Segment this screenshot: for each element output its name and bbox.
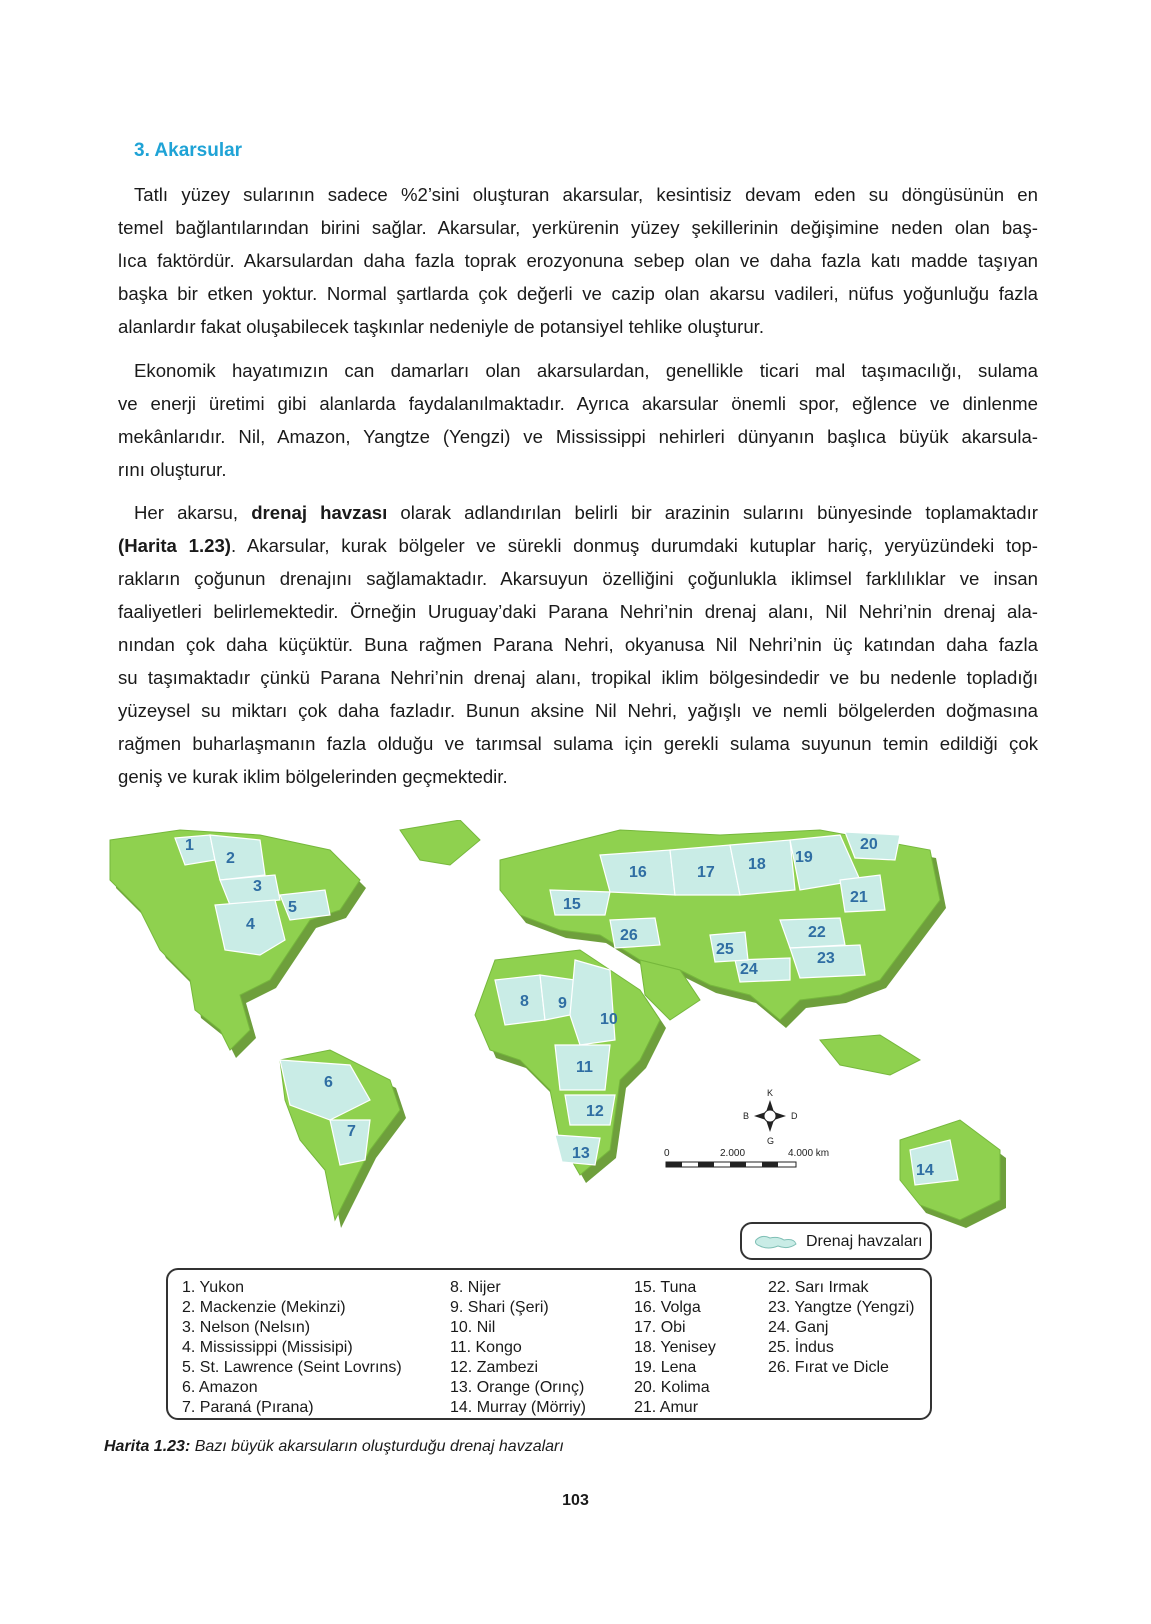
basin-number: 18 [748,856,766,873]
compass-west: B [743,1111,750,1121]
compass-east: D [791,1111,798,1121]
text-line: faaliyetleri belirlemektedir. Örneğin Uruguay’daki Parana Nehri’nin drenaj alanı, Nil Nehri’nin drenaj ala- [118,601,1038,622]
text-line: rını oluşturur. [118,459,227,480]
river-column-3 [634,1278,716,1418]
river-item: 22. Sarı Irmak [768,1279,869,1296]
river-item: 2. Mackenzie (Mekinzi) [182,1299,346,1316]
river-item: 26. Fırat ve Dicle [768,1359,889,1376]
text-line [118,496,1038,529]
text-line: su taşımaktadır çünkü Parana Nehri’nin drenaj alanı, tropikal iklim bölgesindedir ve bu nedenle topladığı [118,667,1038,688]
compass-north: K [767,1088,774,1098]
legend-label: Drenaj havzaları [806,1233,923,1250]
river-item: 6. Amazon [182,1379,258,1396]
map-legend [740,1222,932,1260]
text-line: temel bağlantılarından birini sağlar. Akarsular, yerkürenin yüzey şekillerinin değişimine neden olan baş- [118,217,1038,238]
text-line: rağmen buharlaşmanın fazla olduğu ve tarımsal sulama için gerekli sulama suyunun temin edildiği çok [118,733,1038,754]
river-item: 23. Yangtze (Yengzi) [768,1299,915,1316]
page-number: 103 [562,1492,589,1509]
river-item: 7. Paraná (Pırana) [182,1399,314,1416]
river-item: 20. Kolima [634,1379,710,1396]
basin-number: 17 [697,864,715,881]
river-item: 11. Kongo [450,1339,522,1356]
text-line [118,529,1038,562]
river-item: 16. Volga [634,1299,701,1316]
basin-number: 16 [629,864,647,881]
basin-number: 12 [586,1103,604,1120]
compass-rose [743,1088,798,1146]
basin-number: 20 [860,836,878,853]
scale-mid: 2.000 [720,1148,746,1159]
scale-bar [664,1148,829,1167]
river-item: 12. Zambezi [450,1359,539,1376]
basin-number: 6 [324,1074,333,1091]
river-item: 21. Amur [634,1399,699,1416]
caption-label: Harita 1.23: [104,1438,191,1455]
text-line: yüzeysel su miktarı çok daha fazladır. Bunun aksine Nil Nehri, yağışlı ve nemli bölgelerden doğmasına [118,700,1038,721]
basin-number: 26 [620,927,638,944]
basin-number: 25 [716,941,734,958]
text-line: alanlardır fakat oluşabilecek taşkınlar nedeniyle de potansiyel tehlike oluşturur. [118,316,764,337]
basin-mackenzie [210,835,265,880]
scale-end: 4.000 km [788,1148,830,1159]
river-item: 15. Tuna [634,1279,697,1296]
river-item: 14. Murray (Mörriy) [450,1399,587,1416]
paragraph-2 [118,354,1038,486]
basin-nile [570,960,615,1045]
basin-number: 1 [185,837,194,854]
river-column-2 [450,1278,586,1418]
basin-number: 19 [795,849,813,866]
section-heading: 3. Akarsular [134,140,243,161]
basin-number: 10 [600,1011,618,1028]
basin-number: 2 [226,850,235,867]
paragraph-3 [118,496,1038,793]
river-item: 9. Shari (Şeri) [450,1299,549,1316]
greenland [400,820,480,865]
map-caption [104,1438,564,1456]
text-line: geniş ve kurak iklim bölgelerinden geçmektedir. [118,766,508,787]
basin-number: 24 [740,961,758,978]
basin-swatch-icon [752,1232,800,1252]
world-map [100,820,1060,1240]
river-item: 1. Yukon [182,1279,244,1296]
text-line: başka bir etken yoktur. Normal şartlarda çok değerli ve cazip olan akarsu vadileri, nüfus yoğunluğu fazla [118,283,1038,304]
river-item: 5. St. Lawrence (Seint Lovrıns) [182,1359,402,1376]
text-line: Tatlı yüzey sularının sadece %2’sini oluşturan akarsular, kesintisiz devam eden su döngüsünün en [134,184,1038,205]
river-item: 3. Nelson (Nelsın) [182,1319,311,1336]
compass-south: G [767,1136,775,1146]
river-item: 17. Obi [634,1319,686,1336]
southeast-asia-islands [820,1035,920,1075]
basin-number: 4 [246,916,255,933]
text-run: Her akarsu, [134,502,252,523]
map-reference: (Harita 1.23) [118,535,232,556]
river-item: 13. Orange (Orınç) [450,1379,585,1396]
text-run: . Akarsular, kurak bölgeler ve sürekli donmuş durumdaki kutuplar hariç, yeryüzündeki top- [231,535,1038,556]
river-item: 18. Yenisey [634,1339,716,1356]
river-item: 19. Lena [634,1359,697,1376]
text-line: ve enerji üretimi gibi alanlarda faydalanılmaktadır. Ayrıca akarsular önemli spor, eğlence ve dinlenme [118,393,1038,414]
text-line: mekânlarıdır. Nil, Amazon, Yangtze (Yengzi) ve Mississippi nehirleri dünyanın başlıca büyük akarsula- [118,426,1038,447]
text-line: nından çok daha küçüktür. Buna rağmen Parana Nehri, okyanusa Nil Nehri’nin üç katından daha fazla [118,634,1038,655]
basin-number: 23 [817,950,835,967]
caption-text: Bazı büyük akarsuların oluşturduğu drenaj havzaları [190,1438,564,1455]
river-item: 8. Nijer [450,1279,501,1296]
basin-number: 21 [850,889,868,906]
river-item: 25. İndus [768,1339,834,1356]
river-column-4 [768,1278,914,1378]
scale-start: 0 [664,1148,670,1159]
world-map-graphic [100,820,1060,1240]
basin-number: 14 [916,1162,934,1179]
river-item: 24. Ganj [768,1319,829,1336]
basin-number: 11 [576,1059,593,1076]
river-item: 4. Mississippi (Missisipi) [182,1339,353,1356]
basin-number: 7 [347,1123,356,1140]
basin-number: 3 [253,878,262,895]
text-line: Ekonomik hayatımızın can damarları olan akarsulardan, genellikle ticari mal taşımacılığı, sulama [134,360,1038,381]
text-line: lıca faktördür. Akarsulardan daha fazla toprak erozyonuna sebep olan ve daha fazla katı madde taşıyan [118,250,1038,271]
river-item: 10. Nil [450,1319,496,1336]
river-list [166,1268,932,1420]
basin-number: 8 [520,993,529,1010]
term-drenaj-havzasi: drenaj havzası [251,502,388,523]
river-column-1 [182,1278,402,1418]
basin-number: 9 [558,995,567,1012]
basin-number: 13 [572,1145,590,1162]
text-line: rakların çoğunun drenajını sağlamaktadır. Akarsuyun özelliğini çoğunlukla iklimsel farklılıklar ve insan [118,568,1038,589]
basin-number: 5 [288,899,297,916]
basin-number: 22 [808,924,826,941]
paragraph-1 [118,178,1038,343]
basin-number: 15 [563,896,581,913]
text-run: olarak adlandırılan belirli bir arazinin sularını bünyesinde toplamaktadır [387,502,1038,523]
